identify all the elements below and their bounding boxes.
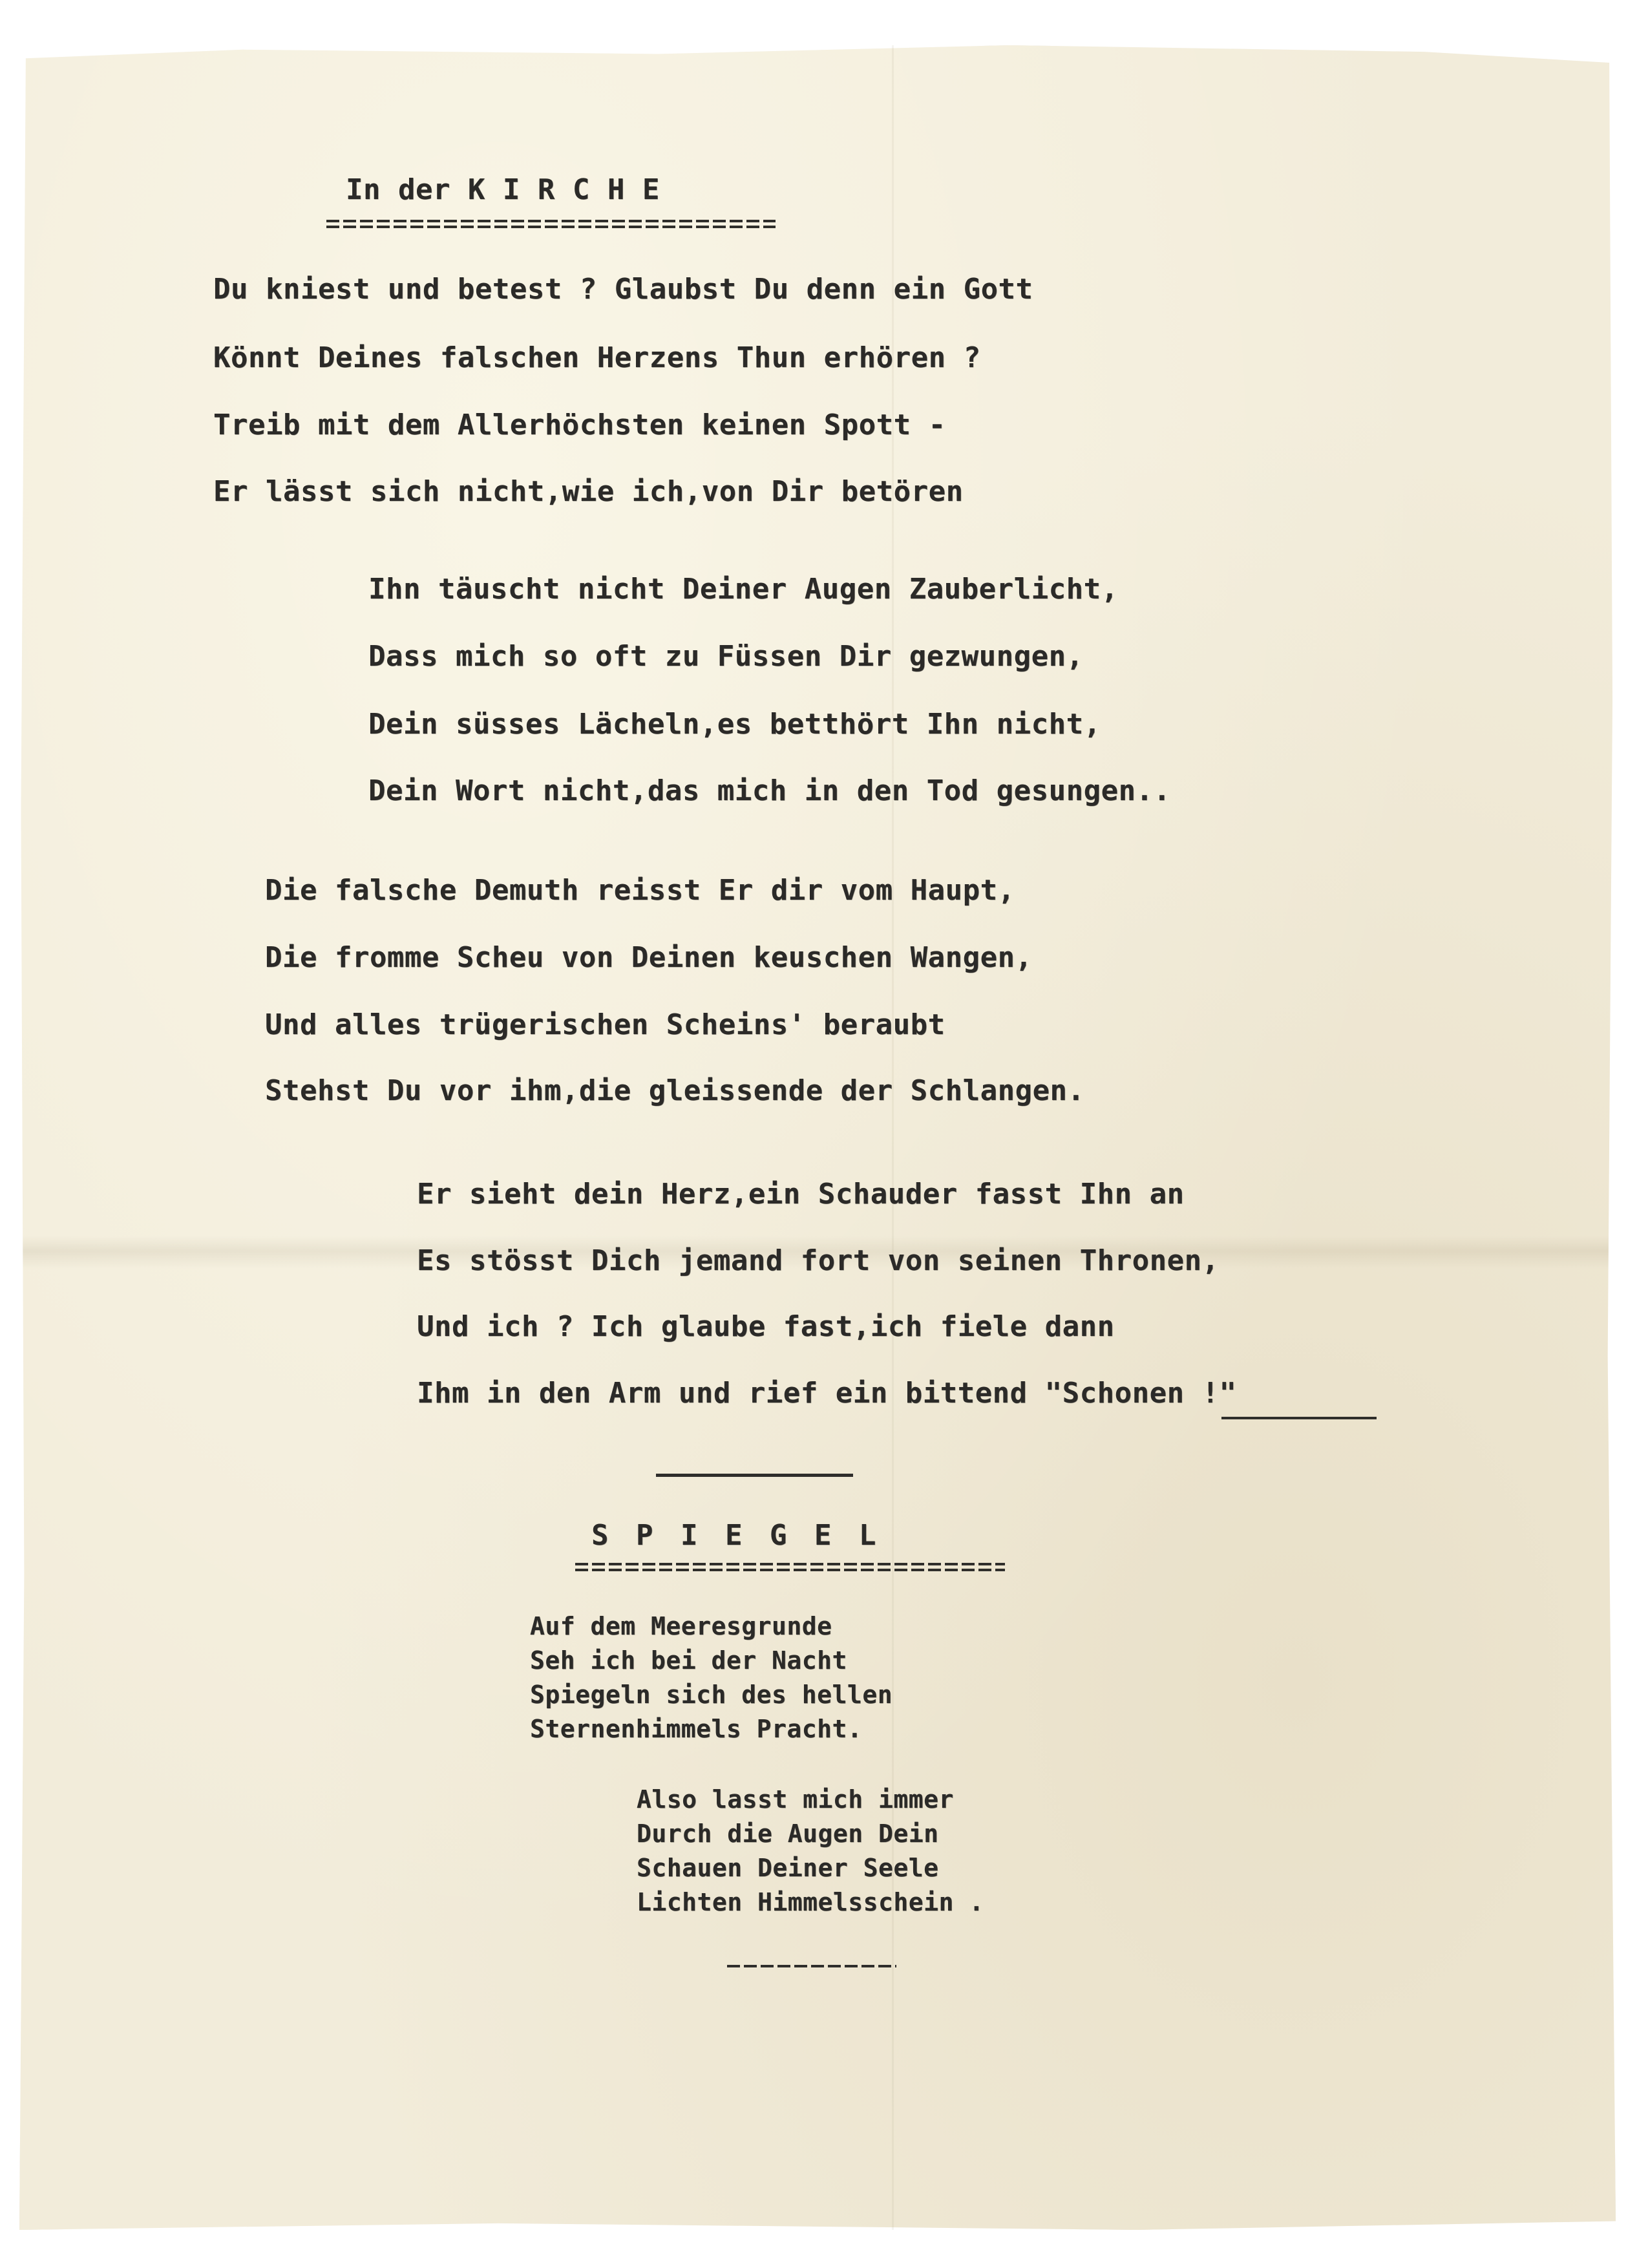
poem-line: Die falsche Demuth reisst Er dir vom Haupt, xyxy=(265,874,1015,907)
poem-line: Dass mich so oft zu Füssen Dir gezwungen, xyxy=(368,640,1084,673)
poem-line: Lichten Himmelsschein . xyxy=(637,1888,984,1916)
poem-line: Schauen Deiner Seele xyxy=(637,1854,939,1882)
title-double-underline xyxy=(575,1563,1005,1572)
schonen-underline xyxy=(1221,1417,1377,1419)
poem-line: Dein süsses Lächeln,es betthört Ihn nicht, xyxy=(368,708,1101,741)
poem-line: Ihn täuscht nicht Deiner Augen Zauberlicht, xyxy=(368,573,1119,606)
poem-line: Also lasst mich immer xyxy=(637,1785,954,1814)
poem-line: Seh ich bei der Nacht xyxy=(530,1646,847,1675)
poem-line: Ihm in den Arm und rief ein bittend "Schonen !" xyxy=(417,1377,1237,1410)
poem-title-kirche: In der K I R C H E xyxy=(346,173,660,206)
end-rule xyxy=(727,1965,896,1968)
section-divider xyxy=(656,1474,853,1477)
poem-line: Dein Wort nicht,das mich in den Tod gesungen.. xyxy=(368,774,1171,807)
poem-line: Du kniest und betest ? Glaubst Du denn ein Gott xyxy=(213,273,1033,306)
poem-line: Durch die Augen Dein xyxy=(637,1819,939,1848)
poem-line: Auf dem Meeresgrunde xyxy=(530,1612,832,1640)
poem-line: Treib mit dem Allerhöchsten keinen Spott - xyxy=(213,408,946,441)
poem-line: Und alles trügerischen Scheins' beraubt xyxy=(265,1008,945,1041)
poem-line: Er sieht dein Herz,ein Schauder fasst Ihn an xyxy=(417,1178,1185,1211)
poem-line: Er lässt sich nicht,wie ich,von Dir betören xyxy=(213,475,964,508)
poem-title-spiegel: S P I E G E L xyxy=(591,1519,882,1552)
poem-line: Die fromme Scheu von Deinen keuschen Wangen, xyxy=(265,941,1033,974)
poem-line: Sternenhimmels Pracht. xyxy=(530,1715,863,1743)
poem-line: Könnt Deines falschen Herzens Thun erhören ? xyxy=(213,341,981,374)
poem-line: Es stösst Dich jemand fort von seinen Thronen, xyxy=(417,1244,1220,1277)
poem-line: Und ich ? Ich glaube fast,ich fiele dann xyxy=(417,1310,1115,1343)
poem-line: Spiegeln sich des hellen xyxy=(530,1680,893,1709)
title-double-underline xyxy=(326,220,776,229)
poem-line: Stehst Du vor ihm,die gleissende der Schlangen. xyxy=(265,1074,1085,1107)
